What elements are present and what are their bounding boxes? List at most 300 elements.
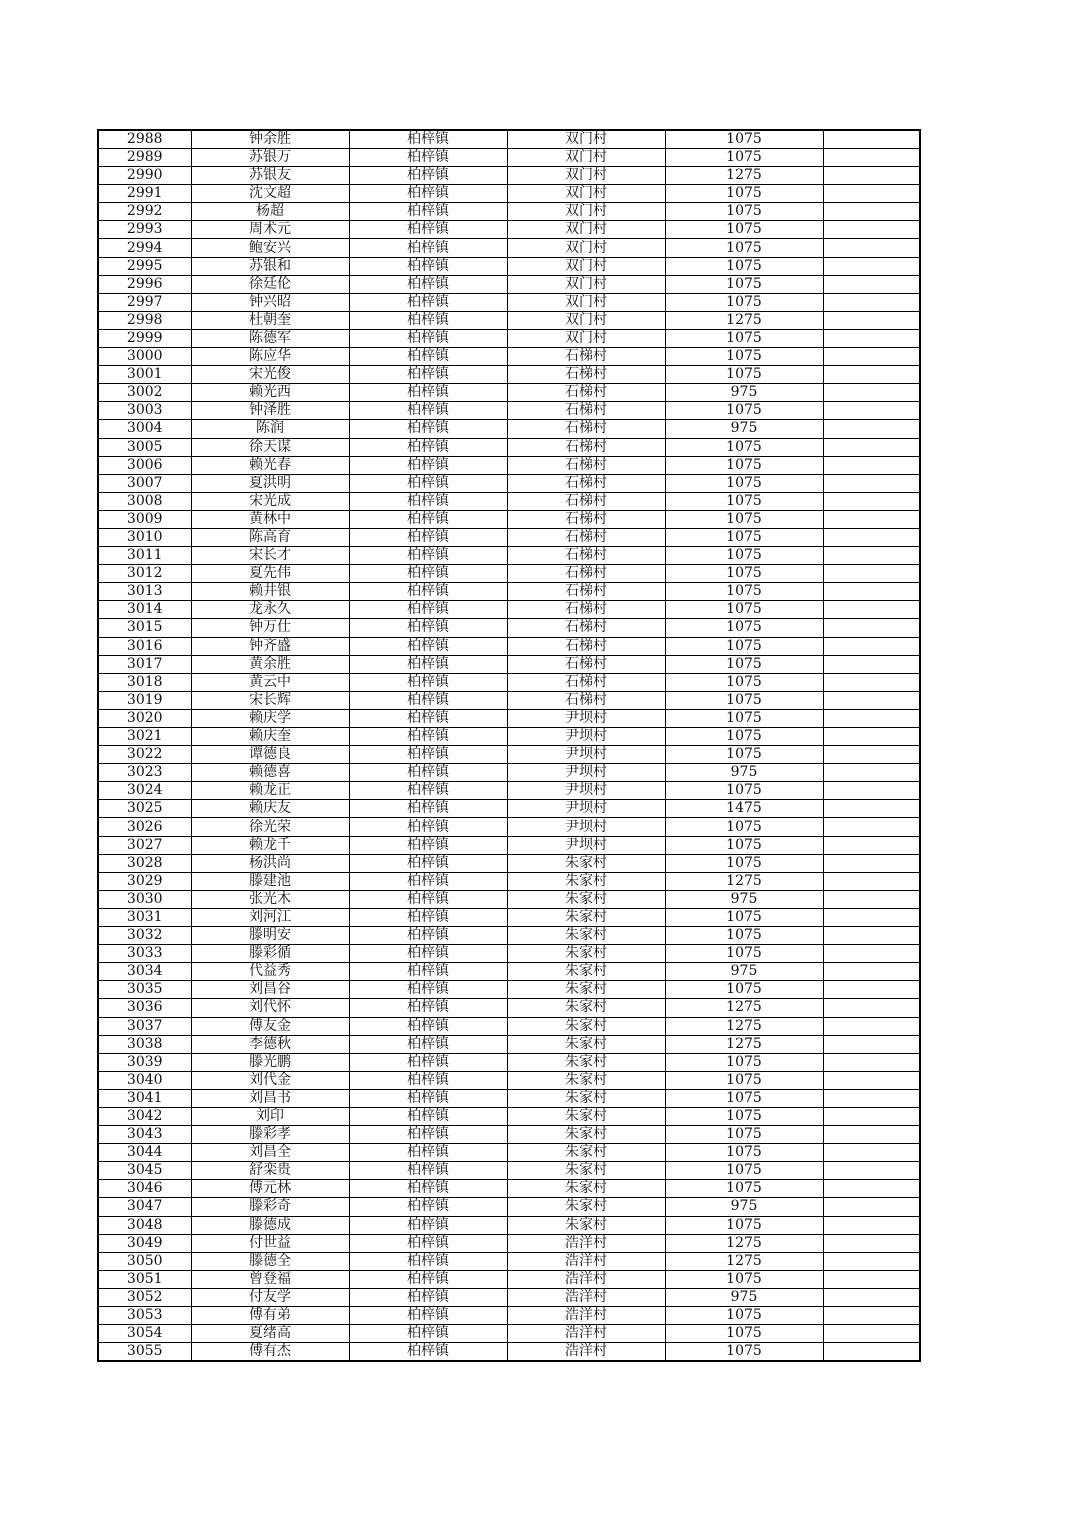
- village-cell: 石梯村: [507, 366, 665, 384]
- table-row: [98, 203, 920, 221]
- table-row: [98, 818, 920, 836]
- town-cell: 柏梓镇: [349, 438, 507, 456]
- town-cell: 柏梓镇: [349, 619, 507, 637]
- name-cell: 刘河江: [191, 908, 349, 926]
- name-cell: 苏银和: [191, 257, 349, 275]
- name-cell: 赖庆友: [191, 800, 349, 818]
- row-number-cell: 3026: [98, 818, 191, 836]
- table-row: [98, 239, 920, 257]
- village-cell: 朱家村: [507, 1216, 665, 1234]
- town-cell: 柏梓镇: [349, 203, 507, 221]
- row-number-cell: 3041: [98, 1089, 191, 1107]
- name-cell: 代益秀: [191, 963, 349, 981]
- name-cell: 钟泽胜: [191, 402, 349, 420]
- remark-cell: [823, 149, 920, 167]
- town-cell: 柏梓镇: [349, 492, 507, 510]
- amount-cell: 1075: [665, 1144, 823, 1162]
- remark-cell: [823, 854, 920, 872]
- row-number-cell: 2995: [98, 257, 191, 275]
- remark-cell: [823, 474, 920, 492]
- name-cell: 刘昌全: [191, 1144, 349, 1162]
- table-row: [98, 1252, 920, 1270]
- town-cell: 柏梓镇: [349, 800, 507, 818]
- name-cell: 赖光西: [191, 384, 349, 402]
- village-cell: 朱家村: [507, 854, 665, 872]
- town-cell: 柏梓镇: [349, 927, 507, 945]
- row-number-cell: 3040: [98, 1071, 191, 1089]
- amount-cell: 1475: [665, 800, 823, 818]
- village-cell: 朱家村: [507, 908, 665, 926]
- name-cell: 黄云中: [191, 673, 349, 691]
- town-cell: 柏梓镇: [349, 185, 507, 203]
- amount-cell: 1075: [665, 402, 823, 420]
- remark-cell: [823, 764, 920, 782]
- table-row: [98, 1180, 920, 1198]
- remark-cell: [823, 728, 920, 746]
- row-number-cell: 3049: [98, 1234, 191, 1252]
- village-cell: 朱家村: [507, 1162, 665, 1180]
- table-body: [98, 130, 920, 1361]
- name-cell: 徐廷伦: [191, 275, 349, 293]
- table-row: [98, 927, 920, 945]
- town-cell: 柏梓镇: [349, 999, 507, 1017]
- name-cell: 滕彩奇: [191, 1198, 349, 1216]
- amount-cell: 1075: [665, 1071, 823, 1089]
- amount-cell: 1075: [665, 637, 823, 655]
- town-cell: 柏梓镇: [349, 836, 507, 854]
- village-cell: 石梯村: [507, 637, 665, 655]
- table-row: [98, 999, 920, 1017]
- table-row: [98, 547, 920, 565]
- town-cell: 柏梓镇: [349, 782, 507, 800]
- table-row: [98, 1198, 920, 1216]
- amount-cell: 1075: [665, 1126, 823, 1144]
- village-cell: 石梯村: [507, 348, 665, 366]
- remark-cell: [823, 945, 920, 963]
- row-number-cell: 3043: [98, 1126, 191, 1144]
- name-cell: 杜朝奎: [191, 311, 349, 329]
- town-cell: 柏梓镇: [349, 329, 507, 347]
- row-number-cell: 3028: [98, 854, 191, 872]
- town-cell: 柏梓镇: [349, 963, 507, 981]
- town-cell: 柏梓镇: [349, 167, 507, 185]
- town-cell: 柏梓镇: [349, 1307, 507, 1325]
- name-cell: 傅元林: [191, 1180, 349, 1198]
- table-row: [98, 1053, 920, 1071]
- town-cell: 柏梓镇: [349, 257, 507, 275]
- village-cell: 石梯村: [507, 510, 665, 528]
- town-cell: 柏梓镇: [349, 239, 507, 257]
- town-cell: 柏梓镇: [349, 130, 507, 149]
- town-cell: 柏梓镇: [349, 221, 507, 239]
- amount-cell: 975: [665, 764, 823, 782]
- table-row: [98, 782, 920, 800]
- remark-cell: [823, 655, 920, 673]
- amount-cell: 1275: [665, 311, 823, 329]
- amount-cell: 1075: [665, 547, 823, 565]
- table-row: [98, 709, 920, 727]
- remark-cell: [823, 709, 920, 727]
- remark-cell: [823, 384, 920, 402]
- amount-cell: 1075: [665, 348, 823, 366]
- town-cell: 柏梓镇: [349, 293, 507, 311]
- row-number-cell: 3004: [98, 420, 191, 438]
- table-row: [98, 474, 920, 492]
- town-cell: 柏梓镇: [349, 1144, 507, 1162]
- town-cell: 柏梓镇: [349, 854, 507, 872]
- table-row: [98, 130, 920, 149]
- town-cell: 柏梓镇: [349, 583, 507, 601]
- village-cell: 石梯村: [507, 456, 665, 474]
- remark-cell: [823, 130, 920, 149]
- row-number-cell: 3030: [98, 890, 191, 908]
- amount-cell: 1075: [665, 1180, 823, 1198]
- remark-cell: [823, 1071, 920, 1089]
- table-row: [98, 1017, 920, 1035]
- remark-cell: [823, 547, 920, 565]
- table-row: [98, 167, 920, 185]
- row-number-cell: 2997: [98, 293, 191, 311]
- town-cell: 柏梓镇: [349, 691, 507, 709]
- village-cell: 朱家村: [507, 927, 665, 945]
- village-cell: 双门村: [507, 293, 665, 311]
- table-row: [98, 908, 920, 926]
- amount-cell: 1075: [665, 275, 823, 293]
- village-cell: 石梯村: [507, 565, 665, 583]
- name-cell: 李德秋: [191, 1035, 349, 1053]
- amount-cell: 1075: [665, 927, 823, 945]
- row-number-cell: 3008: [98, 492, 191, 510]
- town-cell: 柏梓镇: [349, 1270, 507, 1288]
- table-row: [98, 420, 920, 438]
- row-number-cell: 3039: [98, 1053, 191, 1071]
- amount-cell: 1075: [665, 492, 823, 510]
- amount-cell: 1075: [665, 583, 823, 601]
- row-number-cell: 3023: [98, 764, 191, 782]
- name-cell: 赖庆奎: [191, 728, 349, 746]
- table-row: [98, 1162, 920, 1180]
- remark-cell: [823, 927, 920, 945]
- name-cell: 徐光荣: [191, 818, 349, 836]
- row-number-cell: 3053: [98, 1307, 191, 1325]
- name-cell: 滕德成: [191, 1216, 349, 1234]
- name-cell: 滕建池: [191, 872, 349, 890]
- remark-cell: [823, 908, 920, 926]
- village-cell: 朱家村: [507, 1071, 665, 1089]
- village-cell: 尹坝村: [507, 800, 665, 818]
- remark-cell: [823, 528, 920, 546]
- village-cell: 石梯村: [507, 384, 665, 402]
- remark-cell: [823, 1216, 920, 1234]
- amount-cell: 1075: [665, 528, 823, 546]
- amount-cell: 1075: [665, 438, 823, 456]
- village-cell: 浩洋村: [507, 1270, 665, 1288]
- name-cell: 杨超: [191, 203, 349, 221]
- village-cell: 尹坝村: [507, 709, 665, 727]
- table-row: [98, 673, 920, 691]
- village-cell: 石梯村: [507, 619, 665, 637]
- row-number-cell: 3014: [98, 601, 191, 619]
- village-cell: 朱家村: [507, 1035, 665, 1053]
- town-cell: 柏梓镇: [349, 764, 507, 782]
- town-cell: 柏梓镇: [349, 384, 507, 402]
- row-number-cell: 3022: [98, 746, 191, 764]
- village-cell: 石梯村: [507, 420, 665, 438]
- village-cell: 朱家村: [507, 963, 665, 981]
- village-cell: 朱家村: [507, 872, 665, 890]
- town-cell: 柏梓镇: [349, 366, 507, 384]
- remark-cell: [823, 456, 920, 474]
- village-cell: 石梯村: [507, 547, 665, 565]
- row-number-cell: 2994: [98, 239, 191, 257]
- table-row: [98, 149, 920, 167]
- town-cell: 柏梓镇: [349, 981, 507, 999]
- amount-cell: 1075: [665, 203, 823, 221]
- table-row: [98, 311, 920, 329]
- remark-cell: [823, 420, 920, 438]
- name-cell: 沈文超: [191, 185, 349, 203]
- name-cell: 赖龙千: [191, 836, 349, 854]
- town-cell: 柏梓镇: [349, 1089, 507, 1107]
- amount-cell: 975: [665, 1288, 823, 1306]
- name-cell: 傅有弟: [191, 1307, 349, 1325]
- row-number-cell: 3054: [98, 1325, 191, 1343]
- remark-cell: [823, 981, 920, 999]
- row-number-cell: 3019: [98, 691, 191, 709]
- amount-cell: 1075: [665, 1107, 823, 1125]
- amount-cell: 1075: [665, 854, 823, 872]
- table-row: [98, 1071, 920, 1089]
- amount-cell: 1075: [665, 565, 823, 583]
- amount-cell: 1075: [665, 818, 823, 836]
- row-number-cell: 2999: [98, 329, 191, 347]
- amount-cell: 1275: [665, 1035, 823, 1053]
- table-row: [98, 528, 920, 546]
- table-row: [98, 438, 920, 456]
- name-cell: 傅有杰: [191, 1343, 349, 1362]
- village-cell: 朱家村: [507, 890, 665, 908]
- remark-cell: [823, 583, 920, 601]
- row-number-cell: 3017: [98, 655, 191, 673]
- village-cell: 朱家村: [507, 1126, 665, 1144]
- name-cell: 夏洪明: [191, 474, 349, 492]
- row-number-cell: 3052: [98, 1288, 191, 1306]
- table-row: [98, 1325, 920, 1343]
- town-cell: 柏梓镇: [349, 890, 507, 908]
- village-cell: 尹坝村: [507, 818, 665, 836]
- town-cell: 柏梓镇: [349, 311, 507, 329]
- row-number-cell: 3018: [98, 673, 191, 691]
- remark-cell: [823, 185, 920, 203]
- amount-cell: 1275: [665, 1234, 823, 1252]
- row-number-cell: 3035: [98, 981, 191, 999]
- name-cell: 徐天谋: [191, 438, 349, 456]
- name-cell: 宋光成: [191, 492, 349, 510]
- name-cell: 滕彩孝: [191, 1126, 349, 1144]
- name-cell: 黄林中: [191, 510, 349, 528]
- name-cell: 杨洪尚: [191, 854, 349, 872]
- village-cell: 朱家村: [507, 1089, 665, 1107]
- town-cell: 柏梓镇: [349, 1035, 507, 1053]
- table-row: [98, 1307, 920, 1325]
- table-row: [98, 1107, 920, 1125]
- remark-cell: [823, 257, 920, 275]
- row-number-cell: 3044: [98, 1144, 191, 1162]
- town-cell: 柏梓镇: [349, 1107, 507, 1125]
- table-row: [98, 510, 920, 528]
- remark-cell: [823, 836, 920, 854]
- name-cell: 黄余胜: [191, 655, 349, 673]
- row-number-cell: 3033: [98, 945, 191, 963]
- remark-cell: [823, 203, 920, 221]
- name-cell: 刘昌书: [191, 1089, 349, 1107]
- table-row: [98, 492, 920, 510]
- name-cell: 滕德全: [191, 1252, 349, 1270]
- amount-cell: 975: [665, 890, 823, 908]
- remark-cell: [823, 565, 920, 583]
- village-cell: 双门村: [507, 221, 665, 239]
- amount-cell: 1075: [665, 601, 823, 619]
- row-number-cell: 3011: [98, 547, 191, 565]
- village-cell: 双门村: [507, 203, 665, 221]
- town-cell: 柏梓镇: [349, 149, 507, 167]
- village-cell: 浩洋村: [507, 1288, 665, 1306]
- town-cell: 柏梓镇: [349, 637, 507, 655]
- table-row: [98, 348, 920, 366]
- name-cell: 宋长才: [191, 547, 349, 565]
- table-row: [98, 963, 920, 981]
- table-row: [98, 1216, 920, 1234]
- remark-cell: [823, 1288, 920, 1306]
- village-cell: 朱家村: [507, 999, 665, 1017]
- remark-cell: [823, 492, 920, 510]
- amount-cell: 1075: [665, 945, 823, 963]
- remark-cell: [823, 1053, 920, 1071]
- row-number-cell: 3016: [98, 637, 191, 655]
- remark-cell: [823, 1089, 920, 1107]
- village-cell: 石梯村: [507, 583, 665, 601]
- amount-cell: 1075: [665, 981, 823, 999]
- amount-cell: 1275: [665, 1017, 823, 1035]
- amount-cell: 1075: [665, 456, 823, 474]
- village-cell: 朱家村: [507, 1180, 665, 1198]
- remark-cell: [823, 1162, 920, 1180]
- village-cell: 尹坝村: [507, 746, 665, 764]
- remark-cell: [823, 366, 920, 384]
- table-row: [98, 257, 920, 275]
- remark-cell: [823, 800, 920, 818]
- town-cell: 柏梓镇: [349, 402, 507, 420]
- table-row: [98, 800, 920, 818]
- row-number-cell: 3003: [98, 402, 191, 420]
- table-row: [98, 764, 920, 782]
- name-cell: 张光木: [191, 890, 349, 908]
- remark-cell: [823, 963, 920, 981]
- name-cell: 钟兴昭: [191, 293, 349, 311]
- row-number-cell: 3055: [98, 1343, 191, 1362]
- amount-cell: 1275: [665, 167, 823, 185]
- town-cell: 柏梓镇: [349, 655, 507, 673]
- amount-cell: 1075: [665, 1307, 823, 1325]
- table-row: [98, 836, 920, 854]
- amount-cell: 1275: [665, 999, 823, 1017]
- remark-cell: [823, 1307, 920, 1325]
- name-cell: 滕光鹏: [191, 1053, 349, 1071]
- village-cell: 双门村: [507, 329, 665, 347]
- amount-cell: 1075: [665, 1162, 823, 1180]
- remark-cell: [823, 402, 920, 420]
- row-number-cell: 3002: [98, 384, 191, 402]
- amount-cell: 1075: [665, 293, 823, 311]
- town-cell: 柏梓镇: [349, 565, 507, 583]
- name-cell: 钟万仕: [191, 619, 349, 637]
- amount-cell: 1275: [665, 872, 823, 890]
- row-number-cell: 3000: [98, 348, 191, 366]
- name-cell: 赖光春: [191, 456, 349, 474]
- village-cell: 浩洋村: [507, 1252, 665, 1270]
- village-cell: 双门村: [507, 275, 665, 293]
- town-cell: 柏梓镇: [349, 456, 507, 474]
- remark-cell: [823, 818, 920, 836]
- remark-cell: [823, 1325, 920, 1343]
- village-cell: 双门村: [507, 257, 665, 275]
- name-cell: 陈高育: [191, 528, 349, 546]
- remark-cell: [823, 1343, 920, 1362]
- table-row: [98, 691, 920, 709]
- row-number-cell: 3020: [98, 709, 191, 727]
- table-row: [98, 329, 920, 347]
- village-cell: 尹坝村: [507, 836, 665, 854]
- row-number-cell: 2989: [98, 149, 191, 167]
- remark-cell: [823, 601, 920, 619]
- amount-cell: 1075: [665, 130, 823, 149]
- remark-cell: [823, 890, 920, 908]
- town-cell: 柏梓镇: [349, 1234, 507, 1252]
- row-number-cell: 2992: [98, 203, 191, 221]
- table-row: [98, 945, 920, 963]
- row-number-cell: 3024: [98, 782, 191, 800]
- row-number-cell: 3009: [98, 510, 191, 528]
- row-number-cell: 3032: [98, 927, 191, 945]
- row-number-cell: 3042: [98, 1107, 191, 1125]
- name-cell: 龙永久: [191, 601, 349, 619]
- name-cell: 赖龙正: [191, 782, 349, 800]
- amount-cell: 1075: [665, 691, 823, 709]
- amount-cell: 1075: [665, 619, 823, 637]
- amount-cell: 1075: [665, 1216, 823, 1234]
- amount-cell: 1075: [665, 1343, 823, 1362]
- remark-cell: [823, 619, 920, 637]
- name-cell: 宋长辉: [191, 691, 349, 709]
- table-row: [98, 601, 920, 619]
- amount-cell: 975: [665, 963, 823, 981]
- name-cell: 陈应华: [191, 348, 349, 366]
- amount-cell: 1075: [665, 510, 823, 528]
- village-cell: 双门村: [507, 239, 665, 257]
- name-cell: 付世益: [191, 1234, 349, 1252]
- remark-cell: [823, 782, 920, 800]
- town-cell: 柏梓镇: [349, 420, 507, 438]
- amount-cell: 1075: [665, 782, 823, 800]
- village-cell: 双门村: [507, 130, 665, 149]
- row-number-cell: 3007: [98, 474, 191, 492]
- town-cell: 柏梓镇: [349, 872, 507, 890]
- name-cell: 宋光俊: [191, 366, 349, 384]
- amount-cell: 1075: [665, 746, 823, 764]
- amount-cell: 1075: [665, 185, 823, 203]
- town-cell: 柏梓镇: [349, 1126, 507, 1144]
- town-cell: 柏梓镇: [349, 746, 507, 764]
